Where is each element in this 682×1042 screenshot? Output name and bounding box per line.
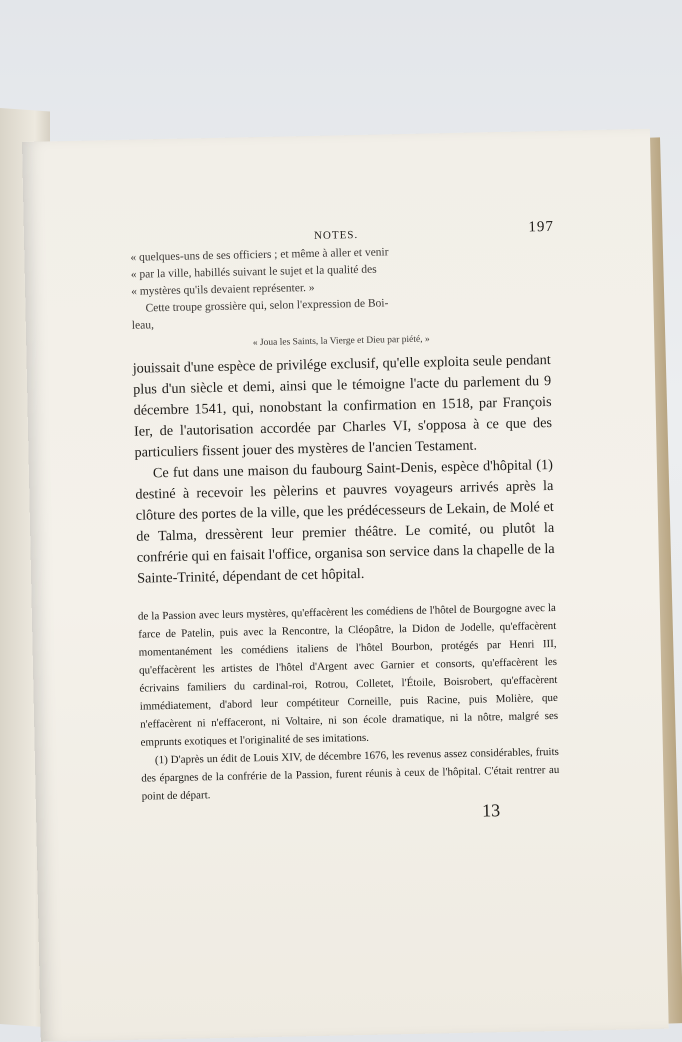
paragraph: Ce fut dans une maison du faubourg Saint-Denis, espèce d'hôpital (1) destiné à recevoir les pèlerins et pauvres voyageurs arrivés après la clôture des portes de la ville, que les prédécesseurs de Lekain, de Molé et de Talma, dressèrent leur premier théâtre. Le comité, ou plutôt la confrérie qui en faisait l'office, organisa son service dans la chapelle de la Sainte-Trinité, dépendant de cet hôpital. [135,456,555,587]
quote-line: leau, [131,319,155,332]
quote-line: « mystères qu'ils devaient représenter. » [131,281,315,298]
footnote-continuation: de la Passion avec leurs mystères, qu'effacèrent les comédiens de l'hôtel de Bourgogne avec la farce de Patelin, puis avec la Rencontre, la Cléopâtre, la Didon de Jodelle, qu'effacèrent momentanément les comédiens italiens de l'hôtel Bourbon, protégés par Henri III, qu'effacèrent les artistes de l'hôtel d'Argent avec Garnier et consorts, qu'effacèrent les écrivains familiers du cardinal-roi, Rotrou, Colletet, l'Étoile, Boisrobert, qu'effacèrent immédiatement, d'abord leur compétiteur Corneille, puis Racine, puis Molière, que n'effacèrent ni n'effaceront, ni Voltaire, ni son école dramatique, ni la nôtre, malgré ses emprunts exotiques et l'originalité de ses imitations. [137,601,559,749]
quote-line: Cette troupe grossière qui, selon l'expression de Boi- [145,297,389,315]
page-text [130,219,560,829]
main-text [133,350,556,590]
quote-line: « par la ville, habillés suivant le sujet et la qualité des [130,263,377,281]
page-number: 197 [528,218,555,236]
header-title: NOTES. [313,228,359,242]
footnote: (1) D'après un édit de Louis XIV, de décembre 1676, les revenus assez considérables, fruits des épargnes de la confrérie de la Passion, furent réunis à ceux de l'hôpital. C'était rentrer au point de départ. [141,745,560,803]
book-page [22,129,669,1042]
signature-mark: 13 [481,800,501,821]
verse-citation: « Joua les Saints, la Vierge et Dieu par piété, » [252,334,430,349]
footnotes [138,599,560,806]
quote-line: « quelques-uns de ses officiers ; et même à aller et venir [130,246,389,264]
paragraph: jouissait d'une espèce de privilége exclusif, qu'elle exploita seule pendant plus d'un siècle et demi, ainsi que le témoigne l'acte du parlement du 9 décembre 1541, qui, nonobstant la confirmation en 1518, par François Ier, de l'autorisation accordée par Charles VI, s'opposa à ce que des particuliers fissent jouer des mystères de l'ancien Testament. [132,351,553,461]
quote-block [130,241,550,335]
